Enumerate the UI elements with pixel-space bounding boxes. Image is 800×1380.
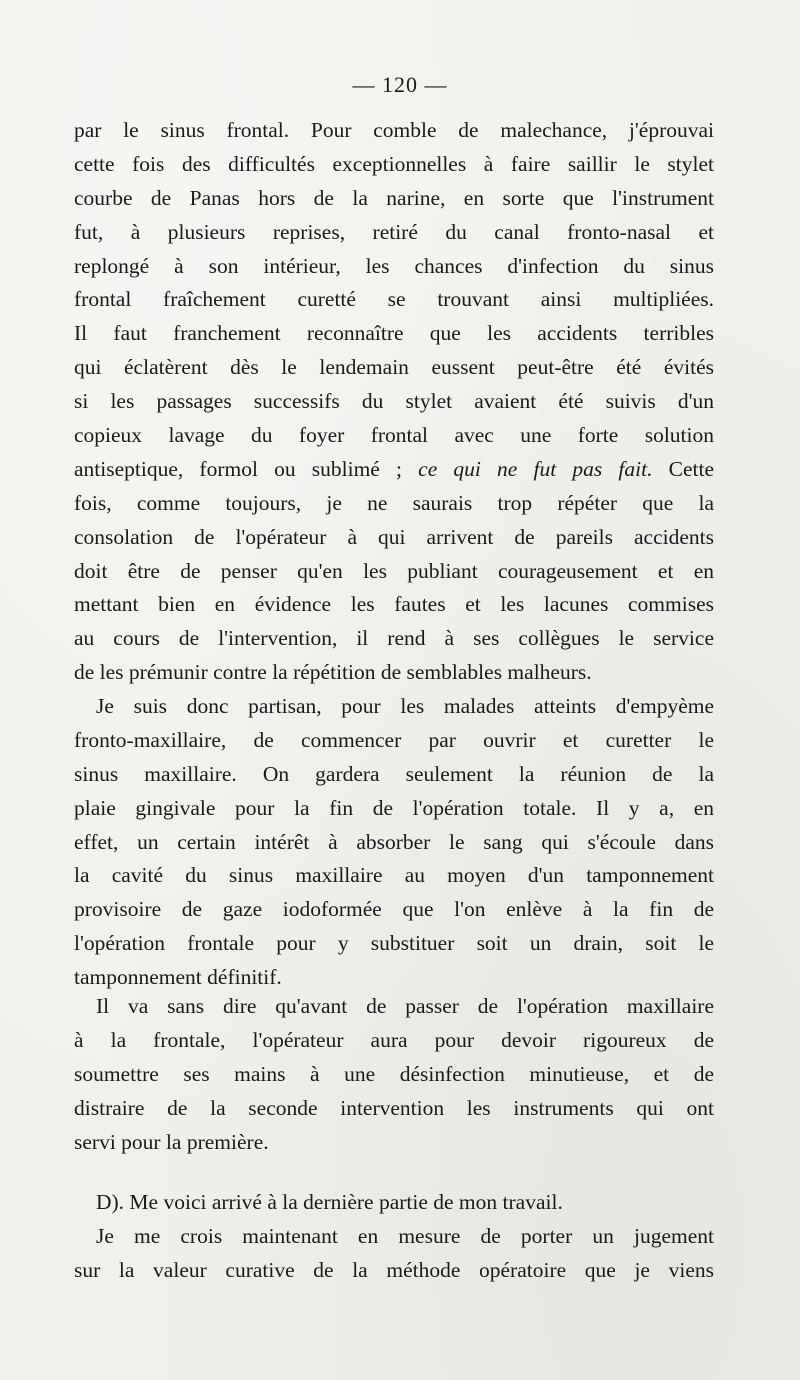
text-line: effet, un certain intérêt à absorber le sang qui s'écoule dans [74, 829, 714, 854]
text-line: frontal fraîchement curetté se trouvant ainsi multipliées. [74, 287, 714, 312]
text-line: l'opération frontale pour y substituer soit un drain, soit le [74, 931, 714, 956]
text-line: Il va sans dire qu'avant de passer de l'opération maxillaire [96, 994, 714, 1018]
text-line: Il faut franchement reconnaître que les accidents terribles [74, 321, 714, 346]
text-line: doit être de penser qu'en les publiant courageusement et en [74, 558, 714, 583]
text-line: consolation de l'opérateur à qui arrivent de pareils accidents [74, 524, 714, 549]
text-line: cette fois des difficultés exceptionnelles à faire saillir le stylet [74, 151, 714, 176]
text-line: sur la valeur curative de la méthode opératoire que je viens [74, 1257, 714, 1282]
text-run: antiseptique, formol ou sublimé ; [74, 456, 419, 481]
text-line: courbe de Panas hors de la narine, en sorte que l'instrument [74, 185, 714, 210]
text-line: au cours de l'intervention, il rend à ses collègues le service [74, 626, 714, 651]
text-line: sinus maxillaire. On gardera seulement la réunion de la [74, 761, 714, 786]
text-line: soumettre ses mains à une désinfection minutieuse, et de [74, 1061, 714, 1086]
text-line: par le sinus frontal. Pour comble de malechance, j'éprouvai [74, 118, 714, 142]
text-line: si les passages successifs du stylet avaient été suivis d'un [74, 389, 714, 414]
text-line: la cavité du sinus maxillaire au moyen d'un tamponnement [74, 863, 714, 888]
section-heading-line: D). Me voici arrivé à la dernière partie de mon travail. [96, 1190, 563, 1214]
paragraph-1 [74, 114, 714, 690]
text-line-with-italic [74, 453, 714, 487]
text-line: copieux lavage du foyer frontal avec une forte solution [74, 423, 714, 448]
text-line: distraire de la seconde intervention les instruments qui ont [74, 1095, 714, 1120]
text-line: à la frontale, l'opérateur aura pour devoir rigoureux de [74, 1027, 714, 1052]
text-line: qui éclatèrent dès le lendemain eussent peut-être été évités [74, 355, 714, 380]
text-line: de les prémunir contre la répétition de semblables malheurs. [74, 660, 592, 685]
text-line: fut, à plusieurs reprises, retiré du canal fronto-nasal et [74, 219, 714, 244]
section-d [74, 1186, 714, 1288]
text-run: Cette [652, 456, 715, 481]
italic-text-run: ce qui ne fut pas fait. [418, 456, 653, 481]
text-line: plaie gingivale pour la fin de l'opération totale. Il y a, en [74, 795, 714, 820]
text-line: tamponnement définitif. [74, 965, 282, 990]
text-line: Je me crois maintenant en mesure de porter un jugement [96, 1223, 714, 1248]
text-line: fronto-maxillaire, de commencer par ouvrir et curetter le [74, 727, 714, 752]
text-line: fois, comme toujours, je ne saurais trop répéter que la [74, 490, 714, 515]
text-line: provisoire de gaze iodoformée que l'on enlève à la fin de [74, 897, 714, 922]
text-line: Je suis donc partisan, pour les malades atteints d'empyème [96, 694, 714, 718]
page-number: — 120 — [352, 72, 448, 97]
text-line: servi pour la première. [74, 1129, 269, 1154]
text-line: mettant bien en évidence les fautes et les lacunes commises [74, 592, 714, 617]
paragraph-3 [74, 990, 714, 1159]
text-line: replongé à son intérieur, les chances d'infection du sinus [74, 253, 714, 278]
paragraph-2 [74, 690, 714, 995]
